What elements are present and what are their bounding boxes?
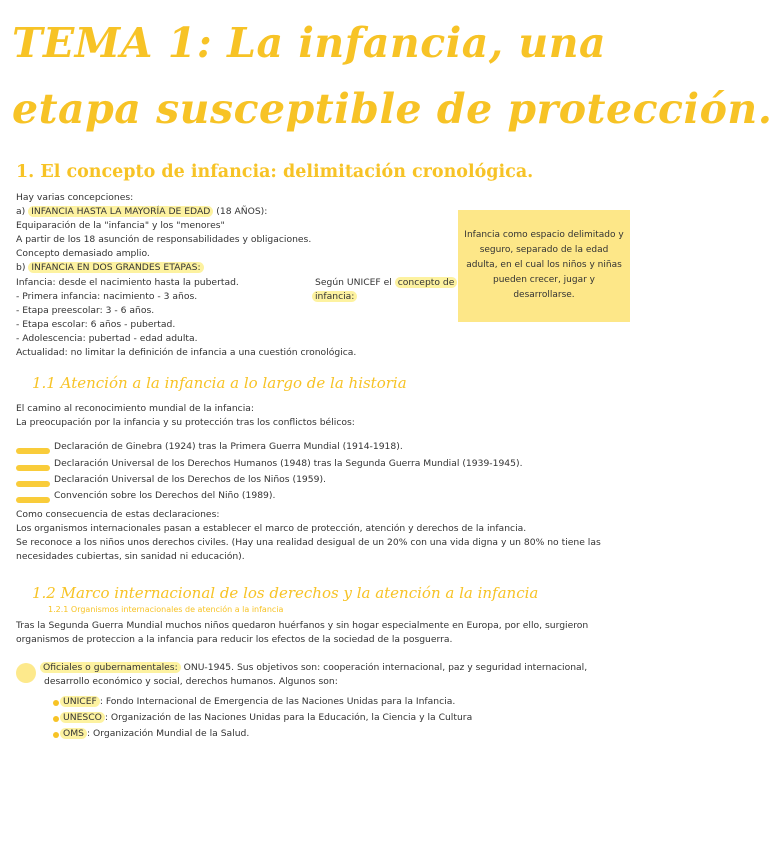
declaration-item: Declaración de Ginebra (1924) tras la Primera Guerra Mundial (1914-1918). [54, 441, 403, 452]
text-line: necesidades cubiertas, sin sanidad ni educación). [16, 551, 245, 562]
highlight-concepto: concepto de [395, 277, 458, 288]
marker-bar [16, 465, 50, 471]
org-item: UNICEF : Fondo Internacional de Emergencia de las Naciones Unidas para la Infancia. [60, 695, 455, 709]
text-line: Concepto demasiado amplio. [16, 248, 150, 259]
declaration-item: Declaración Universal de los Derechos de los Niños (1959). [54, 474, 326, 485]
highlight-a: INFANCIA HASTA LA MAYORÍA DE EDAD [28, 206, 213, 217]
highlight-oficiales: Oficiales o gubernamentales: [40, 662, 181, 673]
text-line: Se reconoce a los niños unos derechos civiles. (Hay una realidad desigual de un 20% con una vida digna y un 80% no tiene las [16, 537, 601, 548]
org-line-2: desarrollo económico y social, derechos humanos. Algunos son: [44, 676, 338, 687]
org-name: OMS [60, 728, 87, 739]
unicef-note: Según UNICEF el concepto de [315, 276, 457, 290]
section-1-2-heading: 1.2 Marco internacional de los derechos y la atención a la infancia [32, 584, 539, 602]
section-1-2-1-heading: 1.2.1 Organismos internacionales de atención a la infancia [48, 605, 284, 614]
org-item: UNESCO : Organización de las Naciones Unidas para la Educación, la Ciencia y la Cultura [60, 711, 472, 725]
text-line: Equiparación de la "infancia" y los "menores" [16, 220, 225, 231]
unicef-note-2 [312, 290, 357, 304]
stage-line: Actualidad: no limitar la definición de infancia a una cuestión cronológica. [16, 347, 357, 358]
org-name: UNICEF [60, 696, 100, 707]
highlight-infancia: infancia: [312, 291, 357, 302]
bullet-dot [53, 700, 59, 706]
text-line: Los organismos internacionales pasan a establecer el marco de protección, atención y derechos de la infancia. [16, 523, 527, 534]
definition-box: Infancia como espacio delimitado y seguro, separado de la edad adulta, en el cual los niños y niñas pueden crecer, jugar y desarrollarse. [458, 210, 630, 322]
text-line: El camino al reconocimiento mundial de la infancia: [16, 403, 254, 414]
stage-line: - Adolescencia: pubertad - edad adulta. [16, 333, 198, 344]
section-1-heading: 1. El concepto de infancia: delimitación cronológica. [16, 162, 534, 182]
text-line: A partir de los 18 asunción de responsabilidades y obligaciones. [16, 234, 312, 245]
text-line: Tras la Segunda Guerra Mundial muchos niños quedaron huérfanos y sin hogar especialmente en Europa, por ello, surgieron [16, 620, 589, 631]
org-line: Oficiales o gubernamentales: ONU-1945. Sus objetivos son: cooperación internacional, paz y seguridad internacional, [40, 661, 587, 675]
declaration-item: Declaración Universal de los Derechos Humanos (1948) tras la Segunda Guerra Mundial (1939-1945). [54, 458, 523, 469]
marker-dot [16, 663, 36, 683]
stage-line: - Primera infancia: nacimiento - 3 años. [16, 291, 198, 302]
stage-line: - Etapa escolar: 6 años - pubertad. [16, 319, 176, 330]
marker-bar [16, 497, 50, 503]
marker-bar [16, 448, 50, 454]
page-title-line-2: etapa susceptible de protección. [12, 85, 773, 133]
text-line: organismos de proteccion a la infancia para reducir los efectos de la sociedad de la posguerra. [16, 634, 453, 645]
marker-bar [16, 481, 50, 487]
org-name: UNESCO [60, 712, 105, 723]
text-line: Como consecuencia de estas declaraciones: [16, 509, 220, 520]
section-1-1-heading: 1.1 Atención a la infancia a lo largo de la historia [32, 374, 407, 392]
definition-b: b) INFANCIA EN DOS GRANDES ETAPAS: [16, 261, 204, 275]
declaration-item: Convención sobre los Derechos del Niño (1989). [54, 490, 276, 501]
bullet-dot [53, 716, 59, 722]
text-line: Hay varias concepciones: [16, 192, 134, 203]
text-line: La preocupación por la infancia y su protección tras los conflictos bélicos: [16, 417, 355, 428]
definition-a: a) INFANCIA HASTA LA MAYORÍA DE EDAD (18 AÑOS): [16, 206, 268, 217]
org-item: OMS : Organización Mundial de la Salud. [60, 727, 249, 741]
highlight-b: INFANCIA EN DOS GRANDES ETAPAS: [28, 262, 203, 273]
stage-line: - Etapa preescolar: 3 - 6 años. [16, 305, 155, 316]
stage-line: Infancia: desde el nacimiento hasta la pubertad. [16, 277, 239, 288]
bullet-dot [53, 732, 59, 738]
page-title-line-1: TEMA 1: La infancia, una [12, 19, 607, 67]
